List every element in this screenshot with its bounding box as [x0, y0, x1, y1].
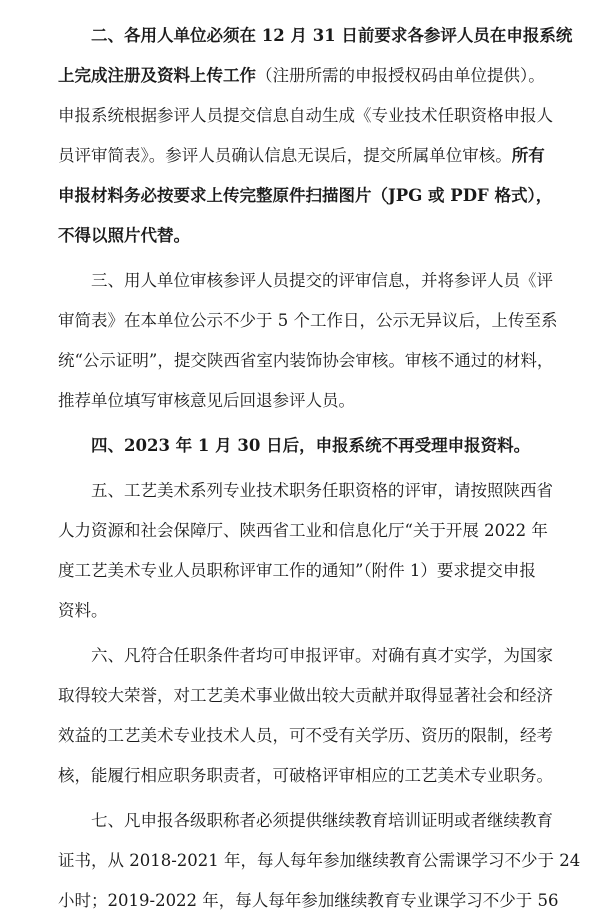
paragraph-2 [58, 24, 573, 247]
text-run: 五、工艺美术系列专业技术职务任职资格的评审，请按照陕西省 [91, 481, 553, 500]
paragraph-6 [58, 644, 560, 787]
text-run: 度工艺美术专业人员职称评审工作的通知”（附件 1）要求提交申报 [58, 561, 536, 580]
text-line [58, 724, 560, 747]
text-line [58, 479, 560, 502]
text-run: （注册所需的申报授权码由单位提供）。 [256, 66, 545, 85]
text-line [58, 184, 560, 207]
text-line [58, 599, 560, 622]
text-line [58, 224, 560, 247]
text-run: 核，能履行相应职务职责者，可破格评审相应的工艺美术专业职务。 [58, 766, 553, 785]
text-line [58, 309, 560, 332]
text-run: 申报材料务必按要求上传完整原件扫描图片（JPG 或 PDF 格式）， [58, 186, 553, 205]
text-run: 七、凡申报各级职称者必须提供继续教育培训证明或者继续教育 [91, 811, 553, 830]
text-line [58, 104, 560, 127]
text-line [58, 434, 560, 457]
text-run: 推荐单位填写审核意见后回退参评人员。 [58, 391, 355, 410]
text-run: 证书，从 2018-2021 年，每人每年参加继续教育公需课学习不少于 24 [58, 851, 581, 870]
text-run: 四、2023 年 1 月 30 日后，申报系统不再受理申报资料。 [91, 436, 531, 455]
text-line [58, 269, 560, 292]
text-run: 小时；2019-2022 年，每人每年参加继续教育专业课学习不少于 56 [58, 891, 559, 910]
text-line [58, 849, 581, 872]
text-line [58, 644, 560, 667]
text-run: 资料。 [58, 601, 108, 620]
text-line [58, 809, 560, 832]
text-line [58, 519, 560, 542]
text-run: 三、用人单位审核参评人员提交的评审信息，并将参评人员《评 [91, 271, 553, 290]
text-run: 所有 [511, 146, 545, 165]
text-run: 审简表》在本单位公示不少于 5 个工作日，公示无异议后，上传至系 [58, 311, 558, 330]
text-line [58, 764, 560, 787]
paragraph-5 [58, 479, 560, 622]
text-line [58, 24, 573, 47]
text-run: 统“公示证明”，提交陕西省室内装饰协会审核。审核不通过的材料， [58, 351, 554, 370]
paragraph-3 [58, 269, 560, 412]
text-line [58, 889, 560, 912]
text-run: 不得以照片代替。 [58, 226, 190, 245]
paragraph-4 [58, 434, 560, 457]
text-line [58, 64, 560, 87]
text-run: 员评审简表》。参评人员确认信息无误后，提交所属单位审核。 [58, 146, 512, 165]
text-line [58, 144, 560, 167]
text-run: 六、凡符合任职条件者均可申报评审。对确有真才实学，为国家 [91, 646, 553, 665]
text-line [58, 559, 560, 582]
text-run: 二、各用人单位必须在 12 月 31 日前要求各参评人员在申报系统 [91, 26, 573, 45]
paragraph-7 [58, 809, 581, 912]
text-run: 申报系统根据参评人员提交信息自动生成《专业技术任职资格申报人 [58, 106, 553, 125]
text-line [58, 684, 560, 707]
text-line [58, 389, 560, 412]
text-line [58, 349, 560, 372]
text-run: 效益的工艺美术专业技术人员，可不受有关学历、资历的限制，经考 [58, 726, 553, 745]
text-run: 取得较大荣誉，对工艺美术事业做出较大贡献并取得显著社会和经济 [58, 686, 553, 705]
text-run: 人力资源和社会保障厅、陕西省工业和信息化厅“关于开展 2022 年 [58, 521, 548, 540]
text-run: 上完成注册及资料上传工作 [58, 66, 256, 85]
